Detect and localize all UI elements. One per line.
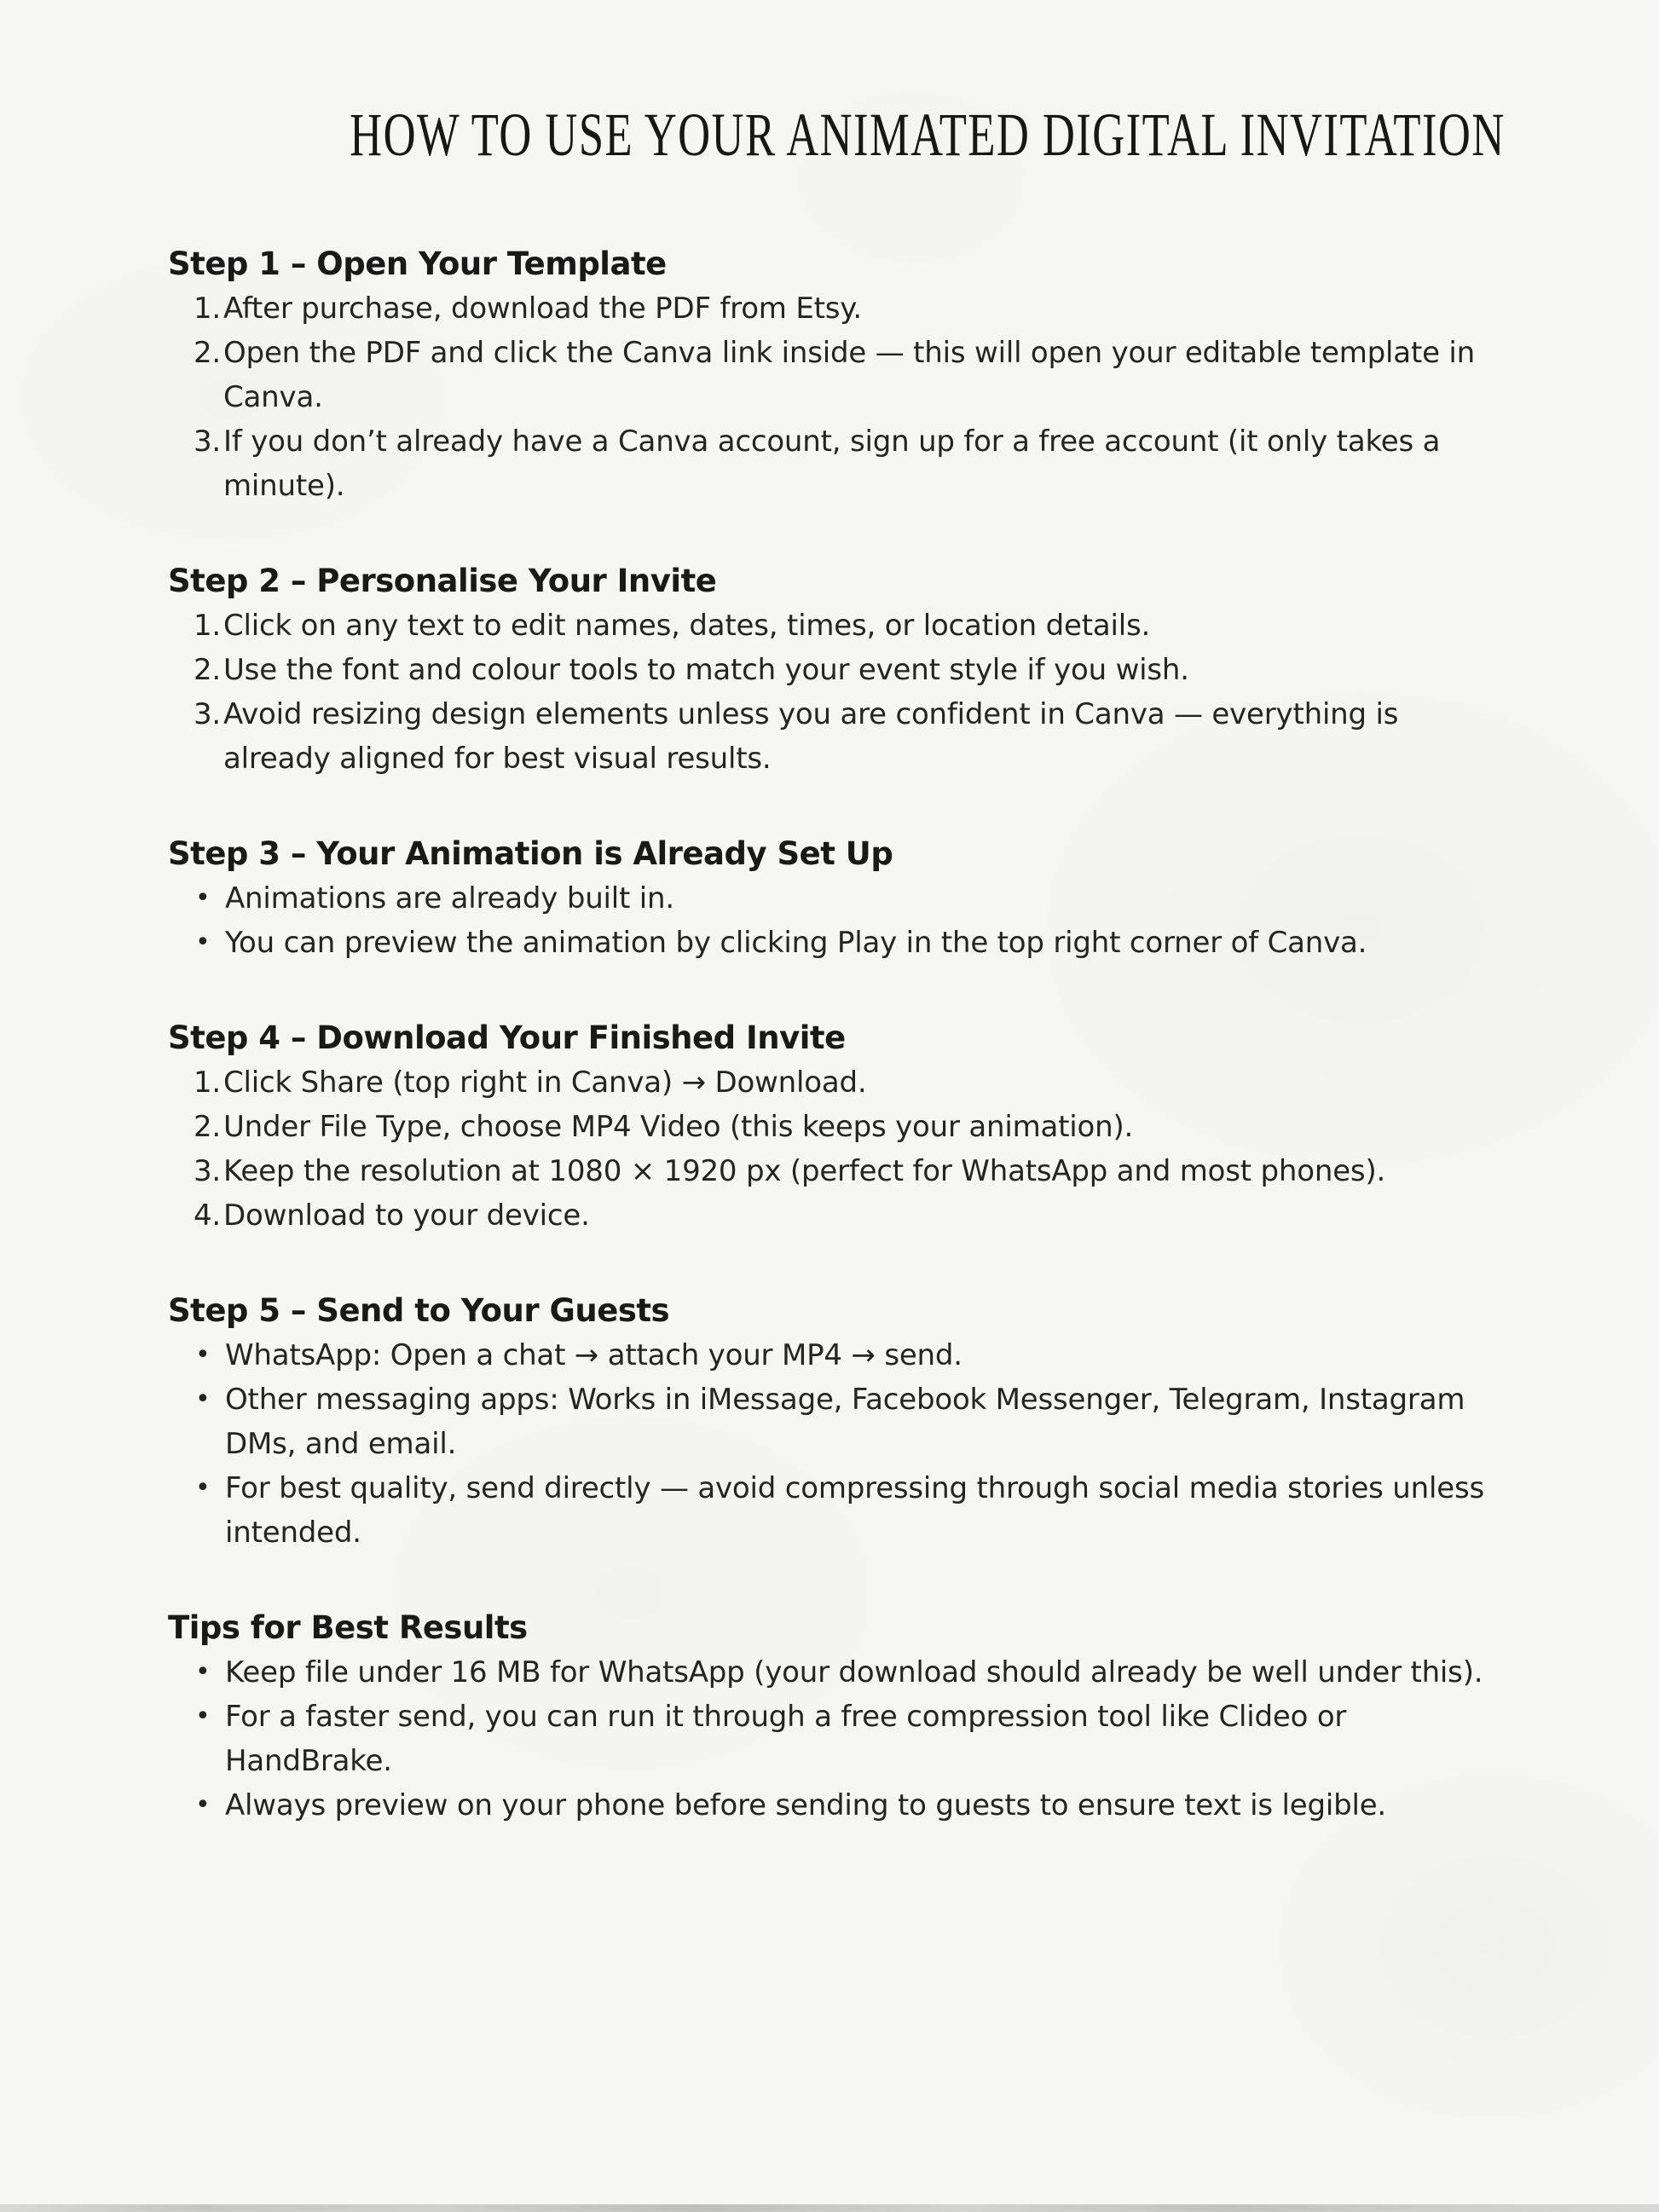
bullet-marker: • [195,927,211,957]
list-marker: 4. [194,1198,222,1233]
list-item-text: If you don’t already have a Canva account, sign up for a free account (it only takes a minute). [223,424,1441,503]
step-1-list [194,286,1514,508]
bullet-marker: • [195,1701,211,1731]
section-heading: Step 3 – Your Animation is Already Set Up [168,835,893,872]
list-item-text: Click Share (top right in Canva) → Download. [223,1066,867,1100]
section-tips [168,1606,1514,1828]
list-item-text: Avoid resizing design elements unless you are confident in Canva — everything is already aligned for best visual results. [223,697,1399,776]
list-item-text: Animations are already built in. [225,881,674,915]
list-item-text: Keep the resolution at 1080 × 1920 px (perfect for WhatsApp and most phones). [223,1154,1386,1188]
list-marker: 3. [194,697,222,731]
list-item-text: Keep file under 16 MB for WhatsApp (your download should already be well under this). [225,1655,1483,1689]
list-marker: 1. [194,292,222,326]
list-marker: 1. [194,1066,222,1100]
bullet-marker: • [195,1657,211,1687]
list-item-text: Download to your device. [223,1198,590,1233]
list-item [194,1105,1514,1149]
list-item-text: Click on any text to edit names, dates, times, or location details. [223,609,1151,643]
step-2-list [194,604,1514,781]
list-item-text: WhatsApp: Open a chat → attach your MP4 → send. [225,1338,962,1372]
list-item [194,1193,1514,1238]
step-3-list [194,876,1514,965]
list-marker: 3. [194,1154,222,1188]
list-item [194,419,1514,508]
section-heading: Step 2 – Personalise Your Invite [168,563,717,599]
step-5-list [194,1333,1514,1555]
list-item-text: Other messaging apps: Works in iMessage, Facebook Messenger, Telegram, Instagram DMs, and email. [225,1383,1465,1461]
section-heading: Step 1 – Open Your Template [168,245,667,282]
list-item [194,1060,1514,1105]
list-item [194,876,1514,921]
list-item [194,1466,1514,1555]
step-4-list [194,1060,1514,1238]
bullet-marker: • [195,1384,211,1414]
section-step-5 [168,1289,1514,1555]
list-marker: 1. [194,609,222,643]
list-item-text: Open the PDF and click the Canva link inside — this will open your editable template in Canva. [223,336,1475,414]
list-item [194,1650,1514,1695]
list-item [194,648,1514,692]
list-item-text: You can preview the animation by clicking Play in the top right corner of Canva. [225,926,1367,960]
list-item [194,286,1514,331]
list-item [194,604,1514,648]
bullet-marker: • [195,1790,211,1820]
list-item-text: For a faster send, you can run it through a free compression tool like Clideo or HandBrake. [225,1700,1347,1778]
list-item [194,921,1514,965]
list-item-text: Under File Type, choose MP4 Video (this keeps your animation). [223,1110,1134,1144]
list-marker: 2. [194,1110,222,1144]
section-heading: Tips for Best Results [168,1609,528,1646]
list-item [194,1377,1514,1466]
section-heading: Step 4 – Download Your Finished Invite [168,1019,846,1056]
section-step-3 [168,832,1514,965]
list-item [194,1333,1514,1377]
bullet-marker: • [195,1473,211,1503]
list-item-text: Always preview on your phone before sending to guests to ensure text is legible. [225,1788,1387,1822]
paper-bottom-edge [0,2204,1659,2212]
list-item [194,331,1514,419]
page-title: HOW TO USE YOUR ANIMATED DIGITAL INVITATION [350,101,1506,169]
section-step-2 [168,559,1514,781]
list-item-text: After purchase, download the PDF from Etsy. [223,292,862,326]
list-item [194,1695,1514,1783]
tips-list [194,1650,1514,1828]
bullet-marker: • [195,1340,211,1370]
list-marker: 2. [194,336,222,370]
section-heading: Step 5 – Send to Your Guests [168,1292,670,1329]
section-step-4 [168,1016,1514,1238]
list-item-text: For best quality, send directly — avoid compressing through social media stories unless intended. [225,1471,1484,1550]
list-marker: 3. [194,424,222,459]
list-item-text: Use the font and colour tools to match your event style if you wish. [223,653,1189,687]
bullet-marker: • [195,883,211,913]
list-marker: 2. [194,653,222,687]
list-item [194,1783,1514,1828]
list-item [194,1149,1514,1193]
section-step-1 [168,242,1514,508]
list-item [194,692,1514,781]
